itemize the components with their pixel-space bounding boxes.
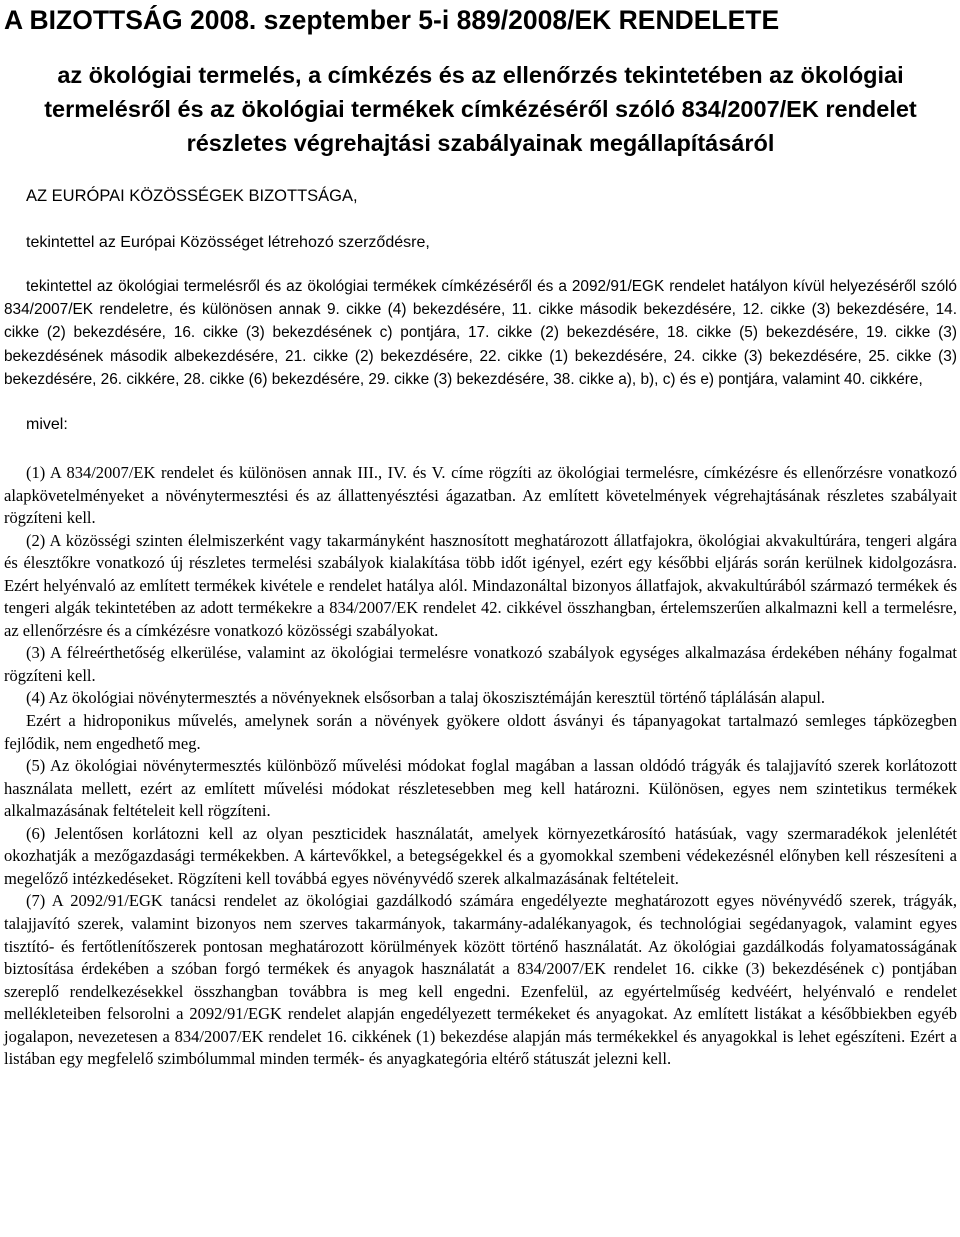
regulation-subtitle: az ökológiai termelés, a címkézés és az ellenőrzés tekintetében az ökológiai termelésről és az ökológiai termékek címkézéséről szóló 834/2007/EK rendelet részletes végrehajtási szabályainak megállapításáról [44, 62, 917, 156]
considering-treaty: tekintettel az Európai Közösséget létrehozó szerződésre, [26, 234, 430, 251]
recital-paragraph: (3) A félreérthetőség elkerülése, valamint az ökológiai termelésre vonatkozó szabályok egységes alkalmazása érdekében néhány fogalmat rögzíteni kell. [4, 643, 957, 685]
regulation-title: A BIZOTTSÁG 2008. szeptember 5-i 889/2008/EK RENDELETE [4, 5, 780, 35]
recital-paragraph: (5) Az ökológiai növénytermesztés különböző művelési módokat foglal magában a lassan oldódó trágyák és talajjavító szerek korlátozott használata mellett, ezért az említett művelési módokat részletesebben meg kell határozni. Különösen, egyes nem szintetikus termékek alkalmazásának feltételeit kell rögzíteni. [4, 756, 957, 821]
recital-paragraph: (6) Jelentősen korlátozni kell az olyan peszticidek használatát, amelyek környezetkárosító hatásúak, vagy szermaradékok jelenlétét okozhatják a mezőgazdasági termékekben. A kártevőkkel, a betegségekkel és a gyomokkal szembeni védekezésnél előnyben kell részesíteni a megelőző intézkedéseket. Rögzíteni kell továbbá egyes növényvédő szerek alkalmazásának feltételeit. [4, 823, 957, 888]
issuer-line: AZ EURÓPAI KÖZÖSSÉGEK BIZOTTSÁGA, [26, 187, 358, 205]
recital-paragraph: Ezért a hidroponikus művelés, amelynek során a növények gyökere oldott ásványi és tápanyagokat tartalmazó semleges tápközegben fejlődik, nem engedhető meg. [4, 711, 957, 753]
recital-paragraph: (1) A 834/2007/EK rendelet és különösen annak III., IV. és V. címe rögzíti az ökológiai termelésre, címkézésre és ellenőrzésre vonatkozó alapkövetelményeket a növénytermesztési és az állattenyésztési ágazatban. Az említett követelmények végrehajtásának részletes szabályait rögzíteni kell. [4, 463, 957, 528]
recitals-list [4, 462, 957, 1071]
recital-paragraph: (7) A 2092/91/EGK tanácsi rendelet az ökológiai gazdálkodó számára engedélyezte meghatározott egyes növényvédő szerek, trágyák, talajjavító szerek, valamint bizonyos nem szerves takarmányok, takarmány-adalékanyagok, és technológiai segédanyagok, valamint egyes tisztító- és fertőtlenítőszerek pontosan meghatározott körülmények között történő használatát. Az ökológiai gazdálkodás folyamatosságának biztosítása érdekében a szóban forgó termékek és anyagok használatát a 834/2007/EK rendelet 16. cikke (3) bekezdésének c) pontjában szereplő rendelkezésekkel összhangban továbbra is meg kell engedni. Ezenfelül, az egyértelműség kedvéért, helyénvaló e rendelet mellékleteiben felsorolni a 2092/91/EGK rendelet alapján engedélyezett termékeket és anyagokat. Az említett listákat a későbbiekben egyéb jogalapon, nevezetesen a 834/2007/EK rendelet 16. cikkének (1) bekezdése alapján más termékekkel és anyagokkal is lehet egészíteni. Ezért a listában egy megfelelő szimbólummal minden termék- és anyagkategória eltérő státuszát jelezni kell. [4, 891, 957, 1069]
recital-paragraph: (2) A közösségi szinten élelmiszerként vagy takarmányként hasznosított meghatározott állatfajokra, ökológiai akvakultúrára, tengeri algára és élesztőkre vonatkozó új részletes termelési szabályok kialakítása több időt igényel, ezért egy későbbi eljárás során kerülnek kidolgozásra. Ezért helyénvaló az említett termékek kivétele e rendelet hatálya alól. Mindazonáltal bizonyos állatfajok, akvakultúrából származó termékek és tengeri algák tekintetében az adott termékekre a 834/2007/EK rendelet 42. cikkével összhangban, értelemszerűen alkalmazni kell a termelésre, az ellenőrzésre és a címkézésre vonatkozó közösségi szabályokat. [4, 530, 957, 640]
considering-regulation: tekintettel az ökológiai termelésről és az ökológiai termékek címkézéséről és a 2092/91/EGK rendelet hatályon kívül helyezéséről szóló 834/2007/EK rendeletre, és különösen annak 9. cikke (4) bekezdésére, 11. cikke második bekezdésére, 12. cikke (3) bekezdésére, 14. cikke (2) bekezdésére, 16. cikke (3) bekezdésének c) pontjára, 17. cikke (2) bekezdésére, 18. cikke (5) bekezdésére, 19. cikke (3) bekezdésének második albekezdésére, 21. cikke (2) bekezdésére, 22. cikke (1) bekezdésére, 24. cikke (3) bekezdésére, 25. cikke (3) bekezdésére, 26. cikkére, 28. cikke (6) bekezdésére, 29. cikke (3) bekezdésére, 38. cikke a), b), c) és e) pontjára, valamint 40. cikkére, [4, 278, 957, 388]
whereas-label: mivel: [26, 416, 68, 434]
recital-paragraph: (4) Az ökológiai növénytermesztés a növényeknek elsősorban a talaj ökoszisztémáján keresztül történő táplálásán alapul. [26, 688, 826, 708]
